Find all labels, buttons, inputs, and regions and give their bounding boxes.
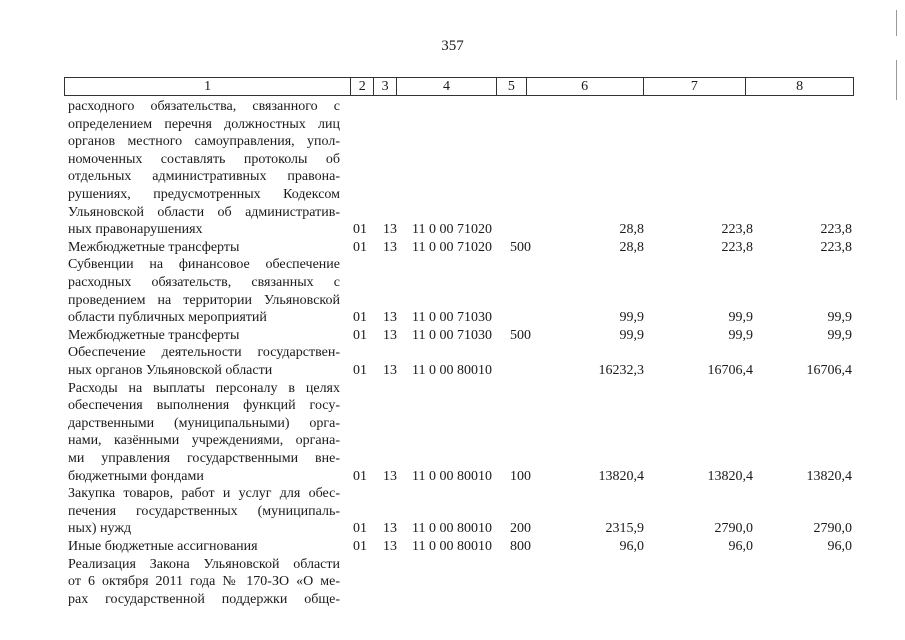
expense-type-code: 500 [510, 327, 531, 343]
row-description [68, 98, 340, 239]
target-article-code: 11 0 00 71030 [412, 327, 492, 343]
subsection-code: 13 [383, 327, 397, 343]
row-description [68, 327, 340, 345]
subsection-code: 13 [383, 362, 397, 378]
description-line: рах государственной поддержки обще- [68, 591, 340, 607]
description-line: Обеспечение деятельности государствен- [68, 345, 340, 361]
amount-col-7: 2790,0 [714, 521, 753, 537]
subsection-code: 13 [383, 239, 397, 255]
section-code: 01 [353, 521, 367, 537]
header-col-6: 6 [527, 78, 644, 95]
description-line: Ульяновской области об административ- [68, 204, 340, 220]
description-line: печения государственных (муниципаль- [68, 503, 340, 519]
amount-col-7: 99,9 [728, 327, 753, 343]
expense-type-code: 500 [510, 239, 531, 255]
description-line: от 6 октября 2011 года № 170-ЗО «О ме- [68, 574, 340, 590]
amount-col-8: 99,9 [827, 310, 852, 326]
description-line: проведением на территории Ульяновской [68, 292, 340, 308]
section-code: 01 [353, 239, 367, 255]
amount-col-6: 96,0 [619, 539, 644, 554]
header-col-3: 3 [374, 78, 397, 95]
row-description [68, 239, 340, 257]
amount-col-8: 99,9 [827, 327, 852, 343]
row-description [68, 556, 340, 609]
description-line: области публичных мероприятий [68, 310, 267, 326]
amount-col-7: 223,8 [721, 239, 753, 255]
description-line: рушениях, предусмотренных Кодексом [68, 186, 340, 202]
header-col-7: 7 [644, 78, 747, 95]
amount-col-8: 223,8 [820, 222, 852, 238]
section-code: 01 [353, 468, 367, 484]
amount-col-6: 2315,9 [605, 521, 644, 537]
target-article-code: 11 0 00 71020 [412, 222, 492, 238]
header-col-5: 5 [497, 78, 527, 95]
expense-type-code: 800 [510, 539, 531, 554]
description-line: Закупка товаров, работ и услуг для обес- [68, 486, 340, 502]
subsection-code: 13 [383, 521, 397, 537]
row-description [68, 344, 340, 379]
target-article-code: 11 0 00 71030 [412, 310, 492, 326]
description-line: органов местного самоуправления, упол- [68, 134, 340, 150]
section-code: 01 [353, 310, 367, 326]
amount-col-8: 16706,4 [806, 362, 852, 378]
row-description [68, 485, 340, 538]
header-col-8: 8 [796, 78, 804, 94]
description-line: Межбюджетные трансферты [68, 327, 240, 343]
description-line: определением перечня должностных лиц [68, 116, 340, 132]
description-line: расходного обязательства, связанного с [68, 99, 340, 114]
subsection-code: 13 [383, 310, 397, 326]
description-line: дарственными (муниципальными) орга- [68, 415, 340, 431]
target-article-code: 11 0 00 80010 [412, 521, 492, 537]
description-line: нами, казёнными учреждениями, органа- [68, 433, 340, 449]
description-line: обеспечения выполнения функций госу- [68, 398, 340, 414]
scan-edge-mark [896, 60, 897, 100]
subsection-code: 13 [383, 539, 397, 554]
header-col-1: 1 [65, 78, 351, 95]
subsection-code: 13 [383, 222, 397, 238]
description-line: Расходы на выплаты персоналу в целях [68, 380, 340, 396]
description-line: ных органов Ульяновской области [68, 362, 273, 378]
section-code: 01 [353, 362, 367, 378]
amount-col-7: 223,8 [721, 222, 753, 238]
description-line: номоченных составлять протоколы об [68, 151, 340, 167]
amount-col-6: 28,8 [619, 222, 644, 238]
amount-col-7: 96,0 [728, 539, 753, 554]
expense-type-code: 200 [510, 521, 531, 537]
amount-col-8: 96,0 [827, 539, 852, 554]
scan-edge-mark [896, 10, 897, 36]
amount-col-6: 99,9 [619, 310, 644, 326]
description-line: ми управления государственными вне- [68, 450, 340, 466]
description-line: Субвенции на финансовое обеспечение [68, 257, 340, 273]
description-line: расходных обязательств, связанных с [68, 274, 340, 290]
header-col-4: 4 [397, 78, 497, 95]
amount-col-6: 13820,4 [598, 468, 644, 484]
section-code: 01 [353, 539, 367, 554]
amount-col-7: 16706,4 [707, 362, 753, 378]
expense-type-code: 100 [510, 468, 531, 484]
description-line: отдельных административных правона- [68, 169, 340, 185]
description-line: ных) нужд [68, 521, 132, 537]
page-number: 357 [441, 38, 464, 54]
amount-col-8: 2790,0 [813, 521, 852, 537]
subsection-code: 13 [383, 468, 397, 484]
row-description [68, 380, 340, 486]
amount-col-7: 99,9 [728, 310, 753, 326]
description-line: ных правонарушениях [68, 222, 203, 238]
amount-col-6: 16232,3 [598, 362, 644, 378]
description-line: Реализация Закона Ульяновской области [68, 556, 340, 572]
description-line: Межбюджетные трансферты [68, 239, 240, 255]
section-code: 01 [353, 327, 367, 343]
section-code: 01 [353, 222, 367, 238]
description-line: бюджетными фондами [68, 468, 204, 484]
amount-col-8: 223,8 [820, 239, 852, 255]
row-description [68, 538, 340, 556]
amount-col-6: 28,8 [619, 239, 644, 255]
amount-col-7: 13820,4 [707, 468, 753, 484]
target-article-code: 11 0 00 71020 [412, 239, 492, 255]
target-article-code: 11 0 00 80010 [412, 468, 492, 484]
target-article-code: 11 0 00 80010 [412, 362, 492, 378]
amount-col-8: 13820,4 [806, 468, 852, 484]
target-article-code: 11 0 00 80010 [412, 539, 492, 554]
description-line: Иные бюджетные ассигнования [68, 539, 258, 554]
header-col-2: 2 [351, 78, 374, 95]
row-description [68, 256, 340, 326]
amount-col-6: 99,9 [619, 327, 644, 343]
